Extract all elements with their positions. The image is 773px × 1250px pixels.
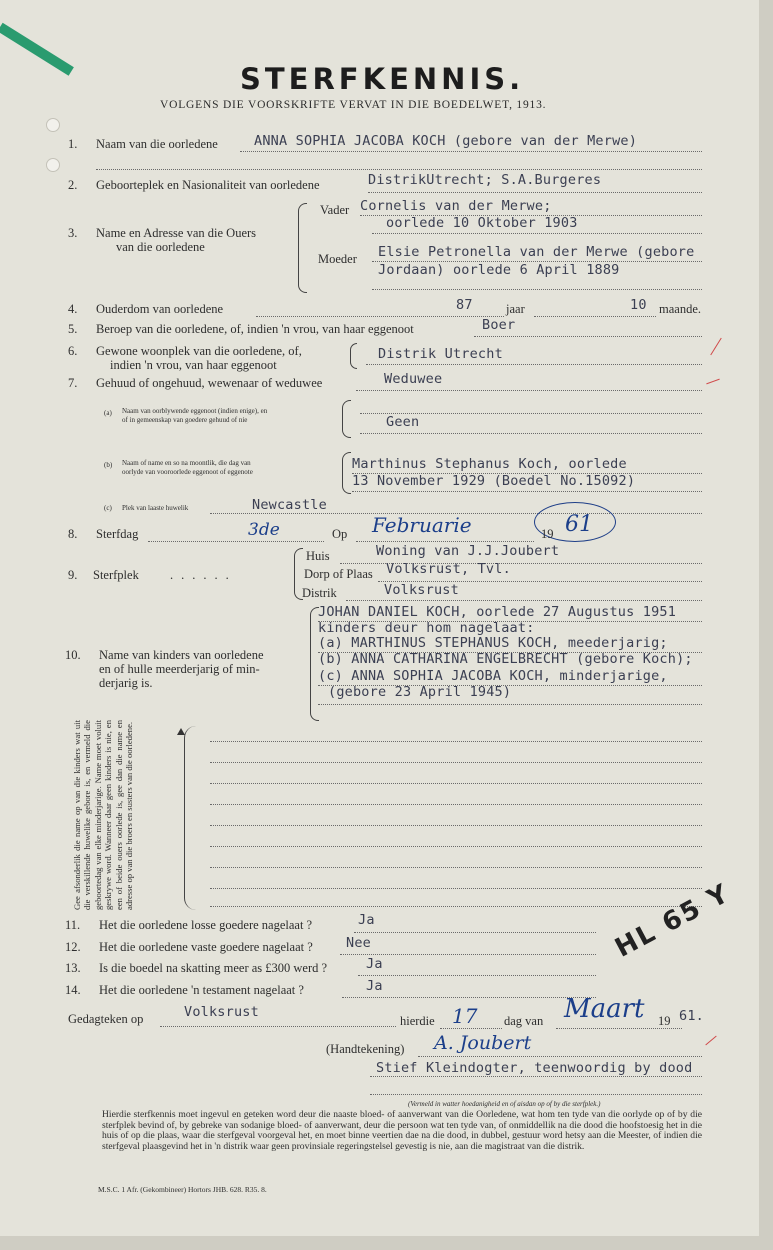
capacity-line-2: [370, 1094, 702, 1095]
dorp-value: Volksrust, Tvl.: [386, 561, 511, 577]
children-line: [210, 846, 702, 847]
q1-line: [240, 151, 702, 152]
vader-line-2: [372, 233, 702, 234]
moeder-label: Moeder: [318, 252, 357, 266]
q6-brace: [350, 343, 357, 369]
q10-line-4: (b) ANNA CATHARINA ENGELBRECHT (gebore Koch);: [318, 651, 693, 667]
q8-day-line: [148, 541, 324, 542]
q9-leader: ......: [170, 568, 237, 582]
q10-line-3: (a) MARTHINUS STEPHANUS KOCH, meederjarig;: [318, 635, 668, 651]
q14-line: [342, 997, 596, 998]
form-code: M.S.C. 1 Afr. (Gekombineer) Hortors JHB. 628. R35. 8.: [98, 1185, 267, 1194]
q7c-value: Newcastle: [252, 497, 327, 513]
q8-month: Februarie: [372, 513, 472, 537]
vader-label: Vader: [320, 203, 350, 217]
q4-years: 87: [456, 297, 473, 313]
annotation-mark: HL 65 Y: [610, 878, 736, 964]
form-title: STERFKENNIS.: [240, 62, 525, 96]
q12-label: Het die oorledene vaste goedere nagelaat ?: [99, 940, 313, 954]
q7a-line-2: [360, 433, 702, 434]
q2-label: Geboorteplek en Nasionaliteit van oorledene: [96, 178, 320, 192]
red-mark: [705, 1036, 716, 1046]
q7c-mark: (c): [104, 504, 112, 512]
q3-label-line1: Name en Adresse van die Ouers: [96, 226, 257, 240]
q8-op: Op: [332, 527, 348, 541]
capacity-note: (Vermeld in watter hoedanigheid en of aisdan op of by die sterfplek.): [408, 1100, 601, 1108]
q4-years-unit: jaar: [506, 302, 525, 316]
q6-value: Distrik Utrecht: [378, 346, 503, 362]
children-line: [210, 906, 702, 907]
q8-year-prefix: 19: [541, 527, 554, 541]
q7b-brace: [342, 452, 351, 494]
page-edge: [759, 0, 773, 1250]
q6-label-line1: Gewone woonplek van die oorledene, of,: [96, 344, 302, 358]
moeder-value-line1: Elsie Petronella van der Merwe (gebore: [378, 244, 695, 260]
children-line: [210, 741, 702, 742]
q4-number: 4.: [68, 302, 78, 316]
q7b-label-line2: oorlyde van vooroorlede eggenoot of eggenote: [122, 468, 253, 476]
distrik-line: [346, 600, 702, 601]
signature-line: [418, 1056, 702, 1057]
q10-line-6: (gebore 23 April 1945): [328, 684, 512, 700]
q9-label: Sterfplek: [93, 568, 139, 582]
q9-number: 9.: [68, 568, 78, 582]
q13-number: 13.: [65, 961, 81, 975]
gedagteken-line: [160, 1026, 396, 1027]
moeder-line-2: [372, 289, 702, 290]
q1-label: Naam van die oorledene: [96, 137, 218, 151]
q7-value: Weduwee: [384, 371, 443, 387]
footer-instructions: Hierdie sterfkennis moet ingevul en geteken word deur die naaste bloed- of aanverwant van die Oorledene, wat hom ten tyde van die oorlyde op of by die sterfplek bevind of, by gebreke van sodanige bloed- of aanverwant, deur die persoon wat ten tyde van, of onmiddellik na die dood die hoofstoesig het in die huis of op die plaas, waar die sterfgeval voorgeval het, en moet binne veertien dae na die dood, in dubbel, gestuur word hetsy aan die Meester, of indien die sterfgeval plaasgevind het in 'n distrik waar geen provinsiale regeringstelsel gevestig is nie, aan die magistraat van die distrik.: [102, 1109, 702, 1152]
q3-label-line2: van die oorledene: [116, 240, 205, 254]
q14-label: Het die oorledene 'n testament nagelaat ?: [99, 983, 304, 997]
children-line: [210, 888, 702, 889]
signed-year-prefix: 19: [658, 1014, 671, 1028]
green-tag: [0, 23, 74, 76]
dorp-label: Dorp of Plaas: [304, 567, 373, 581]
signed-day-line: [440, 1028, 502, 1029]
q1-value: ANNA SOPHIA JACOBA KOCH (gebore van der Merwe): [254, 133, 638, 149]
q10-line-5: (c) ANNA SOPHIA JACOBA KOCH, minderjarige,: [318, 668, 668, 684]
side-instructions: [18, 720, 188, 910]
side-note-text: Gee afsonderlik die name op van die kinders wat uit die verskillende huwelike gebore is, en vermeld die geboortedag van elke minderjarige. Name moet voluit geskrywe word. Wanneer daar geen kinders is nie, en een of beide ouers oorlede is, gee dan die name en adresse op van die broers en susters van die oorledene.: [71, 720, 134, 910]
huis-label: Huis: [306, 549, 330, 563]
children-line: [210, 867, 702, 868]
q2-value: DistrikUtrecht; S.A.Burgeres: [368, 172, 602, 188]
q10-label-line1: Name van kinders van oorledene: [99, 648, 264, 662]
red-mark: [706, 379, 719, 385]
children-line: [210, 762, 702, 763]
signed-place: Volksrust: [184, 1004, 259, 1020]
q4-months-unit: maande.: [659, 302, 701, 316]
huis-value: Woning van J.J.Joubert: [376, 543, 560, 559]
q2-number: 2.: [68, 178, 78, 192]
q12-number: 12.: [65, 940, 81, 954]
moeder-value-line2: Jordaan) oorlede 6 April 1889: [378, 262, 620, 278]
q7b-value-line1: Marthinus Stephanus Koch, oorlede: [352, 456, 627, 472]
q12-value: Nee: [346, 935, 371, 951]
hierdie-label: hierdie: [400, 1014, 435, 1028]
gedagteken-label: Gedagteken op: [68, 1012, 144, 1026]
distrik-label: Distrik: [302, 586, 337, 600]
q7b-value-line2: 13 November 1929 (Boedel No.15092): [352, 473, 636, 489]
q7a-brace: [342, 400, 351, 438]
q10-number: 10.: [65, 648, 81, 662]
signed-month: Maart: [564, 994, 645, 1024]
signed-year-suffix: 61.: [679, 1008, 704, 1024]
q10-rule: [318, 704, 702, 705]
q7-label: Gehuud of ongehuud, wewenaar of weduwee: [96, 376, 323, 390]
q8-year-suffix: 61: [565, 512, 593, 537]
children-line: [210, 825, 702, 826]
q4-label: Ouderdom van oorledene: [96, 302, 224, 316]
q8-number: 8.: [68, 527, 78, 541]
q5-number: 5.: [68, 322, 78, 336]
q7-line: [356, 390, 702, 391]
q7b-mark: (b): [104, 461, 113, 469]
q7c-label: Plek van laaste huwelik: [122, 504, 189, 512]
vader-value-line2: oorlede 10 Oktober 1903: [386, 215, 578, 231]
handtekening-label: (Handtekening): [326, 1042, 405, 1056]
q7b-label-line1: Naam of name en so na moontlik, die dag van: [122, 459, 251, 467]
q10-line-1: JOHAN DANIEL KOCH, oorlede 27 Augustus 1951: [318, 604, 677, 620]
q10-label-line3: derjarig is.: [99, 676, 153, 690]
q8-month-line: [356, 541, 534, 542]
q11-number: 11.: [65, 918, 81, 932]
signature: A. Joubert: [434, 1032, 532, 1054]
q5-value: Boer: [482, 317, 516, 333]
q11-label: Het die oorledene losse goedere nagelaat ?: [99, 918, 313, 932]
q10-label-line2: en of hulle meerderjarig of min-: [99, 662, 260, 676]
q11-value: Ja: [358, 912, 375, 928]
q7a-label-line1: Naam van oorblywende eggenoot (indien enige), en: [122, 407, 268, 415]
q7a-mark: (a): [104, 409, 112, 417]
page-edge-bottom: [0, 1236, 773, 1250]
q3-number: 3.: [68, 226, 78, 240]
signed-day: 17: [452, 1004, 478, 1028]
q12-line: [340, 954, 596, 955]
q2-line: [368, 192, 702, 193]
q4-months: 10: [630, 297, 647, 313]
punch-hole: [46, 158, 60, 172]
q1-number: 1.: [68, 137, 78, 151]
q7-number: 7.: [68, 376, 78, 390]
q14-value: Ja: [366, 978, 383, 994]
q4-years-line: [256, 316, 504, 317]
q6-line: [366, 364, 702, 365]
form-subtitle: VOLGENS DIE VOORSKRIFTE VERVAT IN DIE BOEDELWET, 1913.: [160, 99, 547, 111]
q4-months-line: [534, 316, 656, 317]
q8-label: Sterfdag: [96, 527, 139, 541]
children-line: [210, 804, 702, 805]
q6-number: 6.: [68, 344, 78, 358]
red-tick: [710, 338, 721, 355]
children-line: [210, 783, 702, 784]
q7a-value: Geen: [386, 414, 420, 430]
dag-van-label: dag van: [504, 1014, 544, 1028]
signer-capacity: Stief Kleindogter, teenwoordig by dood: [376, 1060, 693, 1076]
distrik-value: Volksrust: [384, 582, 459, 598]
capacity-line: [370, 1076, 702, 1077]
q10-line-2: kinders deur hom nagelaat:: [318, 620, 535, 636]
q7a-label-line2: of in gemeenskap van goedere gehuud of nie: [122, 416, 248, 424]
q1-line-2: [96, 169, 702, 170]
q7b-line-2: [352, 491, 702, 492]
q13-value: Ja: [366, 956, 383, 972]
q13-line: [358, 975, 596, 976]
q14-number: 14.: [65, 983, 81, 997]
q13-label: Is die boedel na skatting meer as £300 werd ?: [99, 961, 328, 975]
q11-line: [354, 932, 596, 933]
q3-brace: [298, 203, 307, 293]
q6-label-line2: indien 'n vrou, van haar eggenoot: [110, 358, 277, 372]
vader-value-line1: Cornelis van der Merwe;: [360, 198, 552, 214]
children-brace: [184, 726, 199, 910]
q5-line: [474, 336, 702, 337]
q8-day: 3de: [248, 520, 280, 540]
punch-hole: [46, 118, 60, 132]
q5-label: Beroep van die oorledene, of, indien 'n vrou, van haar eggenoot: [96, 322, 414, 336]
